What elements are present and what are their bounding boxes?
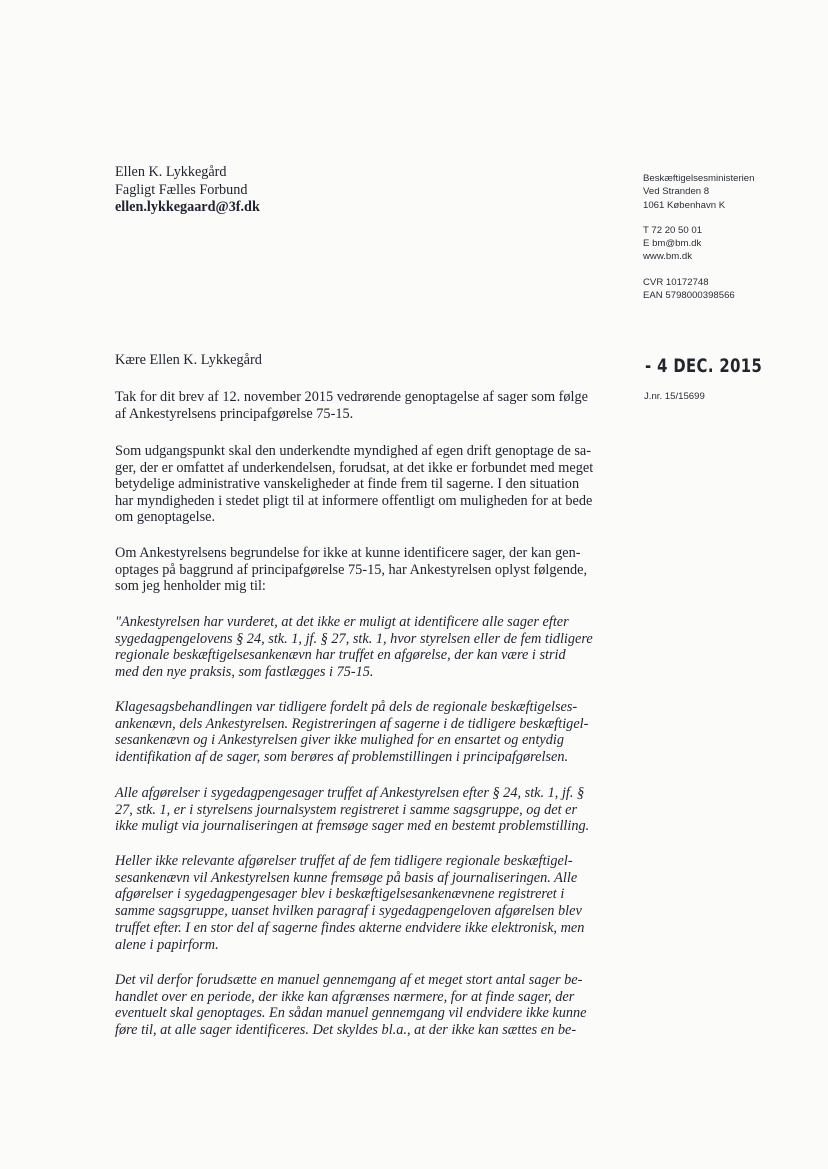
- paragraph-line: optages på baggrund af principafgørelse 75-15, har Ankestyrelsen oplyst følgende,: [115, 561, 588, 578]
- quote-paragraph-1: [115, 614, 601, 681]
- paragraph-line: Om Ankestyrelsens begrundelse for ikke at kunne identificere sager, der kan gen-: [115, 545, 581, 561]
- quote-line: med den nye praksis, som fastlægges i 75-15.: [115, 664, 374, 681]
- sender-city: 1061 København K: [643, 199, 726, 211]
- quote-paragraph-3: [115, 785, 601, 835]
- paragraph-line: betydelige administrative vanskeligheder at finde frem til sagerne. I den situation: [115, 476, 580, 493]
- quote-line: sesankenævn vil Ankestyrelsen kunne fremsøge på basis af journaliseringen. Alle: [115, 869, 578, 886]
- sender-phone: T 72 20 50 01: [643, 224, 703, 236]
- quote-line: identifikation af de sager, som berøres af problemstillingen i principafgørelsen.: [115, 749, 569, 766]
- sender-web: www.bm.dk: [643, 251, 693, 263]
- sender-info-block: [643, 172, 754, 302]
- sender-ean: EAN 5798000398566: [643, 290, 735, 302]
- paragraph-line: Tak for dit brev af 12. november 2015 vedrørende genoptagelse af sager som følge: [115, 389, 589, 405]
- sender-cvr: CVR 10172748: [643, 276, 709, 288]
- paragraph-line: Som udgangspunkt skal den underkendte myndighed af egen drift genoptage de sa-: [115, 443, 592, 459]
- recipient-name: Ellen K. Lykkegård: [115, 164, 227, 180]
- quote-line: alene i papirform.: [115, 936, 219, 953]
- quote-line: 27, stk. 1, er i styrelsens journalsystem registreret i samme sagsgruppe, og det er: [115, 801, 578, 818]
- paragraph-line: som jeg henholder mig til:: [115, 578, 266, 595]
- quote-line: sesankenævn og i Ankestyrelsen giver ikke mulighed for en ensartet og entydig: [115, 732, 565, 749]
- sender-ministry: Beskæftigelsesministerien: [643, 173, 755, 184]
- quote-line: Heller ikke relevante afgørelser truffet af de fem tidligere regionale beskæftigel-: [115, 853, 573, 869]
- quote-line: eventuelt skal genoptages. En sådan manuel gennemgang vil endvidere ikke kunne: [115, 1005, 587, 1022]
- paragraph-line: ger, der er omfattet af underkendelsen, forudsat, at det ikke er forbundet med meget: [115, 459, 594, 476]
- recipient-address-block: [115, 164, 260, 217]
- quote-line: Klagesagsbehandlingen var tidligere fordelt på dels de regionale beskæftigelses-: [115, 699, 578, 715]
- quote-line: samme sagsgruppe, uanset hvilken paragraf i sygedagpengeloven afgørelsen blev: [115, 903, 582, 920]
- quote-line: ikke muligt via journaliseringen at fremsøge sager med en bestemt problemstilling.: [115, 818, 590, 835]
- quote-line: Alle afgørelser i sygedagpengesager truffet af Ankestyrelsen efter § 24, stk. 1, jf. §: [115, 785, 585, 801]
- paragraph-3: [115, 545, 609, 595]
- sender-email: E bm@bm.dk: [643, 238, 702, 250]
- journal-number: J.nr. 15/15699: [644, 391, 705, 402]
- quote-line: handlet over en periode, der ikke kan afgrænses nærmere, for at finde sager, der: [115, 988, 575, 1005]
- quote-line: føre til, at alle sager identificeres. Det skyldes bl.a., at der ikke kan sættes en be-: [115, 1022, 577, 1039]
- quote-line: Det vil derfor forudsætte en manuel gennemgang af et meget stort antal sager be-: [115, 972, 583, 988]
- quote-paragraph-5: [115, 972, 601, 1039]
- salutation: Kære Ellen K. Lykkegård: [115, 352, 262, 368]
- paragraph-line: af Ankestyrelsens principafgørelse 75-15.: [115, 405, 354, 422]
- date-stamp: - 4 DEC. 2015: [645, 355, 763, 377]
- quote-line: "Ankestyrelsen har vurderet, at det ikke er muligt at identificere alle sager efter: [115, 614, 569, 630]
- recipient-email: ellen.lykkegaard@3f.dk: [115, 199, 260, 216]
- quote-paragraph-4: [115, 853, 601, 953]
- paragraph-line: om genoptagelse.: [115, 509, 216, 526]
- paragraph-line: har myndigheden i stedet pligt til at informere offentligt om muligheden for at bede: [115, 492, 593, 509]
- quote-line: afgørelser i sygedagpengesager blev i beskæftigelsesankenævnene registreret i: [115, 886, 565, 903]
- quote-line: regionale beskæftigelsesankenævn har truffet en afgørelse, der kan være i strid: [115, 647, 566, 664]
- recipient-organization: Fagligt Fælles Forbund: [115, 181, 248, 198]
- sender-street: Ved Stranden 8: [643, 186, 710, 198]
- paragraph-1: [115, 389, 609, 422]
- paragraph-2: [115, 443, 609, 526]
- quote-line: sygedagpengelovens § 24, stk. 1, jf. § 27, stk. 1, hvor styrelsen eller de fem tidligere: [115, 630, 593, 647]
- quote-paragraph-2: [115, 699, 601, 766]
- quote-line: truffet efter. I en stor del af sagerne findes akterne endvidere ikke elektronisk, men: [115, 919, 585, 936]
- quote-line: ankenævn, dels Ankestyrelsen. Registreringen af sagerne i de tidligere beskæftigel-: [115, 715, 589, 732]
